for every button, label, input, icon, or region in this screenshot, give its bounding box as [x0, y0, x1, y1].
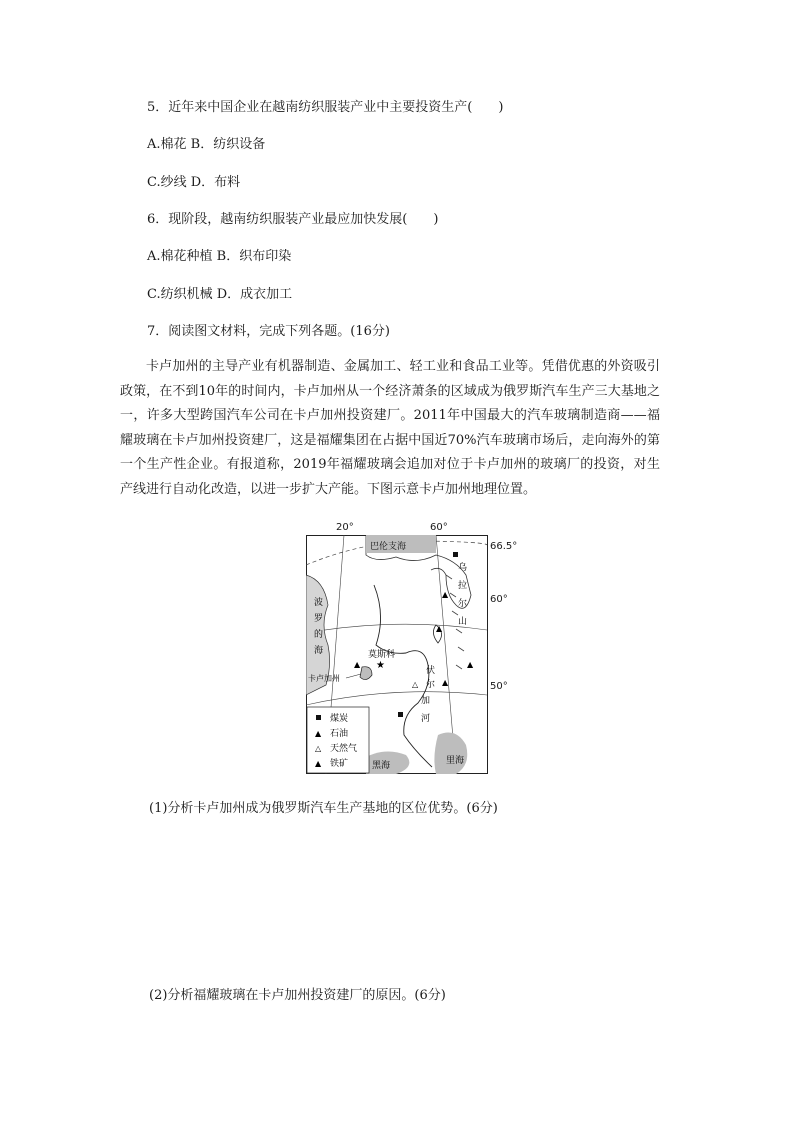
gas-marker-icon: △: [412, 680, 419, 689]
baltic-sea-char-2: 罗: [314, 614, 324, 624]
ural-char-3: 尔: [458, 599, 468, 609]
caspian-sea-label: 里海: [446, 756, 465, 766]
oil-marker-icon: ▲: [442, 590, 449, 599]
q6-options-ab: A.棉花种植 B．织布印染: [147, 249, 292, 264]
barents-sea-label: 巴伦支海: [370, 542, 407, 552]
volga-char-4: 河: [421, 714, 431, 724]
baltic-sea-char-4: 海: [314, 646, 324, 656]
lat-label-66-5: 66.5°: [490, 541, 518, 552]
kaluga-label: 卡卢加州: [308, 674, 340, 683]
q5-stem: 5．近年来中国企业在越南纺织服装产业中主要投资生产( ): [147, 100, 504, 115]
black-sea-label: 黑海: [372, 761, 391, 771]
iron-marker-icon: ▲: [467, 660, 474, 669]
q7-sub1: (1)分析卡卢加州成为俄罗斯汽车生产基地的区位优势。(6分): [149, 801, 498, 816]
q5-options-cd: C.纱线 D．布料: [147, 175, 241, 190]
lon-label-60: 60°: [430, 522, 448, 533]
volga-char-2: 尔: [426, 680, 436, 690]
oil-marker-icon: ▲: [442, 678, 449, 687]
ural-char-2: 拉: [458, 581, 468, 591]
coal-marker-icon: [398, 712, 403, 717]
q7-passage-text: 卡卢加州的主导产业有机器制造、金属加工、轻工业和食品工业等。凭借优惠的外资吸引政策，在不到10年的时间内，卡卢加州从一个经济萧条的区域成为俄罗斯汽车生产三大基地之一，许多大型跨国汽车公司在卡卢加州投资建厂。2011年中国最大的汽车玻璃制造商——福耀玻璃在卡卢加州投资建厂，这是福耀集团在占据中国近70%汽车玻璃市场后，走向海外的第一个生产性企业。有报道称，2019年福耀玻璃会追加对位于卡卢加州的玻璃厂的投资，对生产线进行自动化改造，以进一步扩大产能。下图示意卡卢加州地理位置。: [120, 359, 660, 497]
lat-label-50: 50°: [490, 681, 508, 692]
ural-char-1: 乌: [458, 563, 468, 573]
legend-gas: 天然气: [330, 744, 358, 754]
volga-char-3: 加: [421, 696, 431, 706]
q7-sub2: (2)分析福耀玻璃在卡卢加州投资建厂的原因。(6分): [149, 988, 446, 1003]
coal-marker-icon: [453, 552, 458, 557]
baltic-sea-char-3: 的: [314, 630, 324, 640]
lon-label-20: 20°: [336, 522, 354, 533]
baltic-sea-char-1: 波: [314, 598, 324, 608]
legend-iron: 铁矿: [330, 759, 349, 769]
moscow-star-icon: ★: [376, 660, 385, 671]
moscow-label: 莫斯科: [368, 650, 396, 660]
q7-stem: 7．阅读图文材料，完成下列各题。(16分): [147, 324, 390, 339]
iron-marker-icon: ▲: [436, 624, 443, 633]
q6-options-cd: C.纺织机械 D．成衣加工: [147, 287, 293, 302]
legend-coal: 煤炭: [330, 714, 349, 724]
oil-marker-icon: ▲: [354, 660, 361, 669]
lat-label-60: 60°: [490, 594, 508, 605]
kaluga-location-map: [306, 535, 488, 774]
legend-oil-icon: ▲: [315, 729, 322, 738]
q5-options-ab: A.棉花 B．纺织设备: [147, 137, 266, 152]
legend-coal-icon: [316, 715, 321, 720]
volga-char-1: 伏: [426, 666, 436, 676]
legend-iron-icon: ▲: [315, 759, 322, 768]
legend-gas-icon: △: [315, 744, 322, 753]
q6-stem: 6．现阶段，越南纺织服装产业最应加快发展( ): [147, 212, 439, 227]
legend-oil: 石油: [330, 729, 349, 739]
ural-char-4: 山: [458, 617, 468, 627]
q7-passage: [120, 355, 660, 502]
